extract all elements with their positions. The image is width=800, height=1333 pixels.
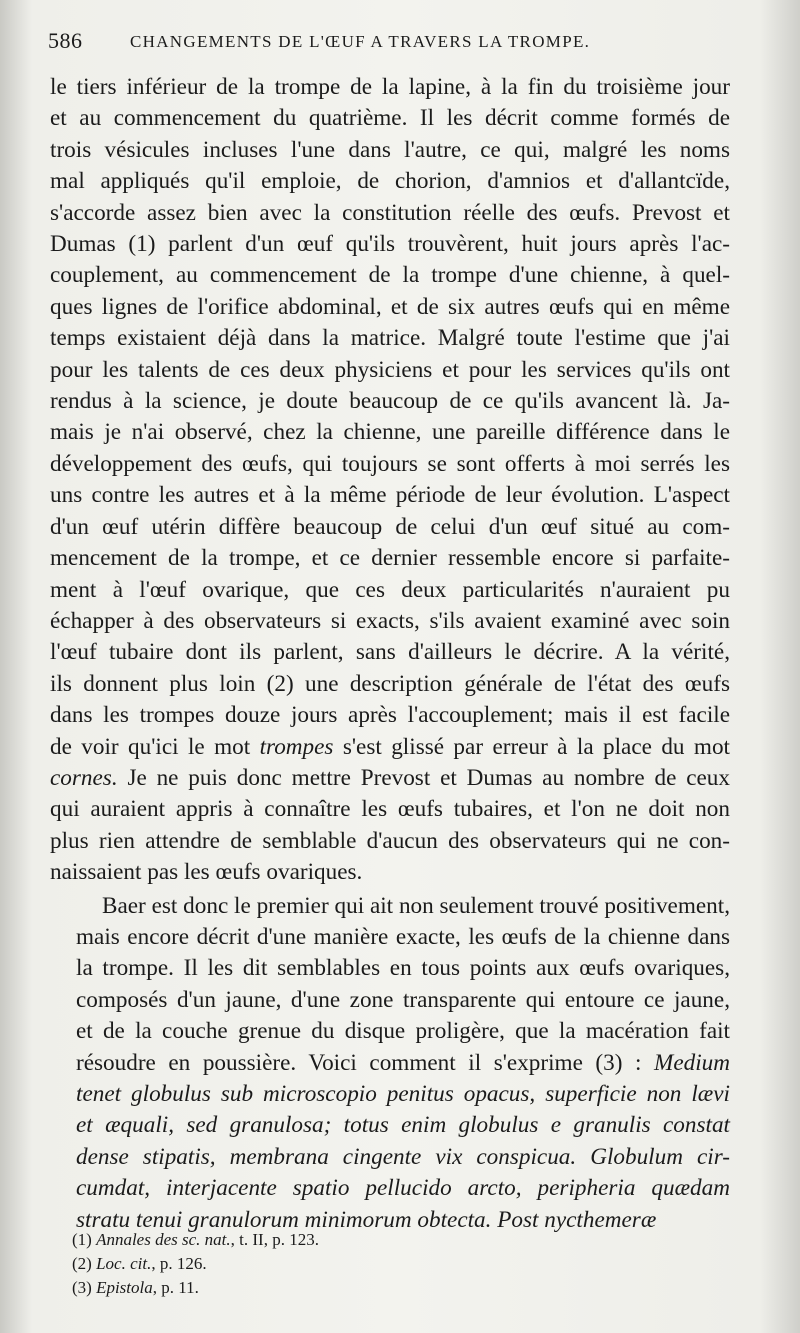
text-line [50,1079,730,1110]
footnote-source: Annales des sc. nat. [96,1230,231,1249]
text-run: mal appliqués qu'il emploie, de chorion, d'amnios et d'allantcïde, [50,168,730,195]
footnote-source: Loc. cit. [96,1254,152,1273]
text-line [50,575,730,606]
text-run: résoudre en poussière. Voici comment il s'exprime (3) : [76,1049,655,1076]
text-line [50,103,730,134]
text-line [50,700,730,731]
text-line [50,922,730,953]
text-run: la trompe. Il les dit semblables en tous points aux œufs ovariques, [76,955,730,982]
text-line [50,1142,730,1173]
text-line [50,637,730,668]
text-line [50,1016,730,1047]
italic-run: et æquali, sed granulosa; totus enim globulus e granulis constat [76,1112,730,1139]
text-line [50,953,730,984]
text-run: Baer est donc le premier qui ait non seulement trouvé positivement, [102,892,730,919]
text-line [50,732,730,763]
italic-run: cumdat, interjacente spatio pellucido arcto, peripheria quædam [76,1175,730,1202]
text-line [50,480,730,511]
footnote-number: (3) [72,1278,97,1297]
text-run: rendus à la science, je doute beaucoup de ce qu'ils avancent là. Ja- [50,388,730,415]
text-line [50,794,730,825]
text-run: et de la couche grenue du disque proligère, que la macération fait [76,1018,730,1045]
text-line [50,292,730,323]
text-run: d'un œuf utérin diffère beaucoup de celui d'un œuf situé au com- [50,513,730,540]
text-line [50,543,730,574]
text-line [50,72,730,103]
italic-run: trompes [259,733,334,760]
footnote [72,1228,319,1252]
text-run: uns contre les autres et à la même période de leur évolution. L'aspect [50,482,730,509]
text-line [50,386,730,417]
text-line [50,135,730,166]
text-line [50,669,730,700]
text-line [50,229,730,260]
text-run: Je ne puis donc mettre Prevost et Dumas au nombre de ceux [117,764,730,791]
text-run: ils donnent plus loin (2) une description générale de l'état des œufs [50,670,730,697]
text-line [50,417,730,448]
italic-run: Medium [654,1049,730,1076]
text-line [50,857,730,888]
text-line [50,323,730,354]
text-line [50,763,730,794]
text-run: ment à l'œuf ovarique, que ces deux particularités n'auraient pu [50,576,730,603]
footnote-number: (2) [72,1254,97,1273]
text-line [50,1110,730,1141]
footnote-number: (1) [72,1230,97,1249]
footnote-detail: , t. II, p. 123. [230,1230,319,1249]
text-line [50,198,730,229]
text-line [50,826,730,857]
text-line [50,1048,730,1079]
footnotes [72,1228,319,1300]
text-run: s'accorde assez bien avec la constitution réelle des œufs. Prevost et [50,199,730,226]
text-line [50,891,730,922]
text-line [50,260,730,291]
text-run: couplement, au commencement de la trompe d'une chienne, à quel- [50,262,730,289]
text-run: de voir qu'ici le mot [50,733,260,760]
paragraph [50,72,730,889]
text-run: développement des œufs, qui toujours se sont offerts à moi serrés les [50,450,730,477]
text-run: trois vésicules incluses l'une dans l'autre, ce qui, malgré les noms [50,136,730,163]
text-run: l'œuf tubaire dont ils parlent, sans d'ailleurs le décrire. A la vérité, [50,639,730,666]
paragraph [50,891,730,1236]
italic-run: tenet globulus sub microscopio penitus opacus, superficie non lævi [76,1081,730,1107]
footnote [72,1276,319,1300]
page-header [48,28,760,62]
footnote-detail: , p. 11. [152,1278,199,1297]
text-run: temps existaient déjà dans la matrice. Malgré toute l'estime que j'ai [50,325,730,352]
italic-run: dense stipatis, membrana cingente vix conspicua. Globulum cir- [76,1143,730,1170]
text-run: pour les talents de ces deux physiciens et pour les services qu'ils ont [50,356,730,383]
footnote-source: Epistola [96,1278,153,1297]
text-run: échapper à des observateurs si exacts, s'ils avaient examiné avec soin [50,607,730,634]
page-number: 586 [48,28,83,53]
body-text [50,72,730,1236]
italic-run: stratu tenui granulorum minimorum obtecta. Post nycthemeræ [76,1206,657,1233]
text-run: le tiers inférieur de la trompe de la lapine, à la fin du troisième jour [50,74,730,100]
running-head: CHANGEMENTS DE L'ŒUF A TRAVERS LA TROMPE. [130,32,591,51]
text-run: composés d'un jaune, d'une zone transparente qui entoure ce jaune, [76,986,730,1013]
text-line [50,449,730,480]
text-run: qui auraient appris à connaître les œufs tubaires, et l'on ne doit non [50,796,730,823]
text-run: s'est glissé par erreur à la place du mot [333,733,730,760]
text-line [50,985,730,1016]
italic-run: cornes. [50,764,118,791]
text-run: mais encore décrit d'une manière exacte, les œufs de la chienne dans [76,923,730,950]
text-run: mencement de la trompe, et ce dernier ressemble encore si parfaite- [50,545,730,572]
text-run: et au commencement du quatrième. Il les décrit comme formés de [50,105,730,132]
text-run: dans les trompes douze jours après l'accouplement; mais il est facile [50,702,730,729]
text-run: ques lignes de l'orifice abdominal, et de six autres œufs qui en même [50,293,730,320]
text-run: Dumas (1) parlent d'un œuf qu'ils trouvèrent, huit jours après l'ac- [50,231,730,258]
text-run: mais je n'ai observé, chez la chienne, une pareille différence dans le [50,419,730,446]
text-run: plus rien attendre de semblable d'aucun des observateurs qui ne con- [50,827,730,854]
footnote [72,1252,319,1276]
text-line [50,355,730,386]
text-line [50,512,730,543]
text-line [50,1173,730,1204]
text-line [50,606,730,637]
footnote-detail: , p. 126. [151,1254,207,1273]
text-run: naissaient pas les œufs ovariques. [50,859,363,886]
text-line [50,166,730,197]
